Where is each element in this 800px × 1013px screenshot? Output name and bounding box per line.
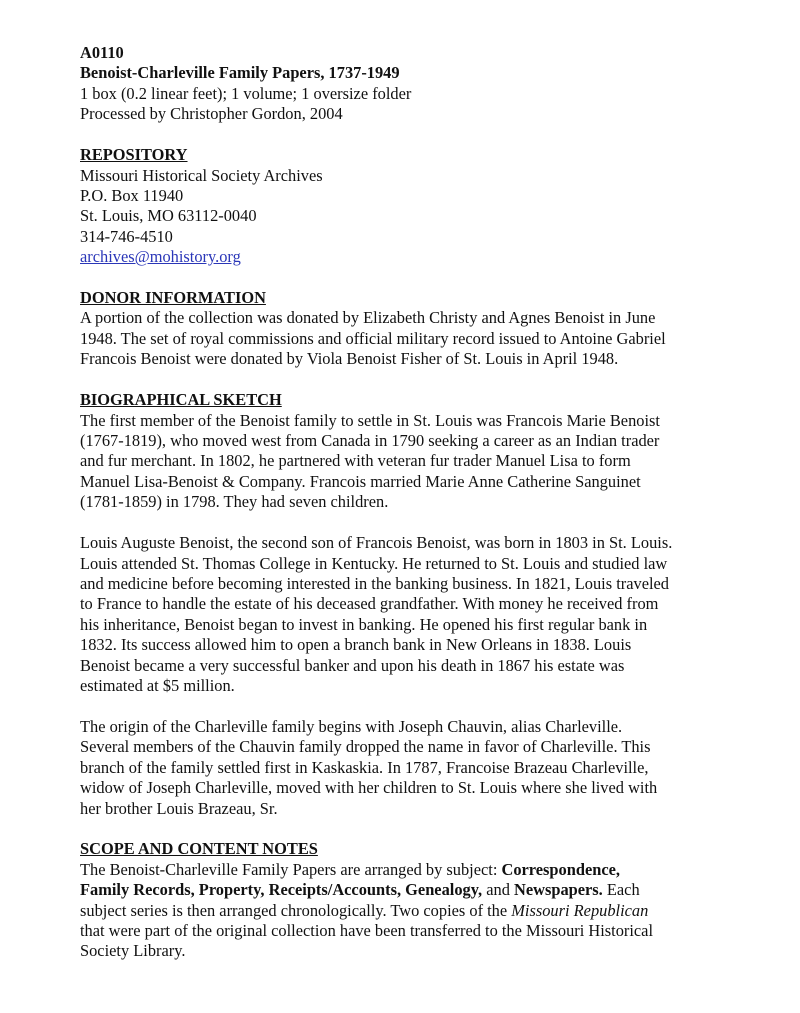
collection-title: Benoist-Charleville Family Papers, 1737-1949 [80, 63, 400, 83]
scope-text: subject series is then arranged chronologically. Two copies of the [80, 900, 512, 920]
scope-text: The Benoist-Charleville Family Papers are arranged by subject: [80, 859, 502, 879]
series-names: Correspondence, [501, 859, 621, 879]
paragraph-line: 1832. Its success allowed him to open a branch bank in New Orleans in 1838. Louis [80, 635, 632, 655]
donor-section [80, 288, 760, 370]
paragraph-line: and medicine before becoming interested in the banking business. In 1821, Louis traveled [80, 573, 669, 593]
scope-line [80, 901, 760, 921]
paragraph-line: estimated at $5 million. [80, 675, 235, 695]
finding-aid-document [80, 43, 760, 962]
paragraph-line: her brother Louis Brazeau, Sr. [80, 798, 278, 818]
scope-heading: SCOPE AND CONTENT NOTES [80, 839, 318, 859]
paragraph-line: The origin of the Charleville family begins with Joseph Chauvin, alias Charleville. [80, 716, 623, 736]
scope-line: that were part of the original collection have been transferred to the Missouri Historical [80, 921, 654, 941]
paragraph-line: Benoist became a very successful banker and upon his death in 1867 his estate was [80, 655, 625, 675]
repository-email-link[interactable]: archives@mohistory.org [80, 247, 241, 267]
paragraph-line: Several members of the Chauvin family dropped the name in favor of Charleville. This [80, 737, 651, 757]
donor-line: A portion of the collection was donated by Elizabeth Christy and Agnes Benoist in June [80, 308, 656, 328]
paragraph-line: branch of the family settled first in Kaskaskia. In 1787, Francoise Brazeau Charleville, [80, 757, 649, 777]
repository-phone: 314-746-4510 [80, 226, 173, 246]
repository-name: Missouri Historical Society Archives [80, 165, 323, 185]
scope-line [80, 880, 760, 900]
repository-po-box: P.O. Box 11940 [80, 185, 184, 205]
newspaper-title: Missouri Republican [511, 900, 649, 920]
paragraph-line: Louis attended St. Thomas College in Kentucky. He returned to St. Louis and studied law [80, 553, 668, 573]
biography-paragraph-3 [80, 717, 760, 819]
paragraph-line: (1781-1859) in 1798. They had seven children. [80, 492, 389, 512]
scope-line: Society Library. [80, 941, 186, 961]
biography-section [80, 390, 760, 819]
paragraph-line: Manuel Lisa-Benoist & Company. Francois married Marie Anne Catherine Sanguinet [80, 471, 641, 491]
paragraph-line: Louis Auguste Benoist, the second son of Francois Benoist, was born in 1803 in St. Louis. [80, 533, 673, 553]
paragraph-line: his inheritance, Benoist began to invest in banking. He opened his first regular bank in [80, 614, 648, 634]
collection-header [80, 43, 760, 125]
collection-id: A0110 [80, 43, 124, 62]
donor-line: Francois Benoist were donated by Viola Benoist Fisher of St. Louis in April 1948. [80, 349, 619, 369]
biography-paragraph-1 [80, 411, 760, 513]
biography-heading: BIOGRAPHICAL SKETCH [80, 390, 282, 410]
scope-text: Each [602, 880, 640, 900]
paragraph-line: (1767-1819), who moved west from Canada in 1790 seeking a career as an Indian trader [80, 431, 660, 450]
biography-paragraph-2 [80, 533, 760, 696]
series-names: Family Records, Property, Receipts/Accounts, Genealogy, [80, 880, 483, 900]
paragraph-line: and fur merchant. In 1802, he partnered with veteran fur trader Manuel Lisa to form [80, 451, 631, 471]
donor-line: 1948. The set of royal commissions and official military record issued to Antoine Gabriel [80, 328, 666, 348]
paragraph-line: widow of Joseph Charleville, moved with her children to St. Louis where she lived with [80, 778, 658, 798]
scope-section [80, 839, 760, 961]
donor-heading: DONOR INFORMATION [80, 288, 266, 308]
repository-city: St. Louis, MO 63112-0040 [80, 206, 257, 226]
scope-line [80, 860, 760, 880]
paragraph-line: to France to handle the estate of his deceased grandfather. With money he received from [80, 594, 659, 614]
processed-by: Processed by Christopher Gordon, 2004 [80, 104, 343, 124]
paragraph-line: The first member of the Benoist family to settle in St. Louis was Francois Marie Benoist [80, 410, 660, 430]
series-names: Newspapers. [514, 880, 603, 900]
repository-heading: REPOSITORY [80, 145, 188, 165]
repository-section [80, 145, 760, 267]
collection-extent: 1 box (0.2 linear feet); 1 volume; 1 oversize folder [80, 83, 412, 103]
scope-text: and [482, 880, 514, 900]
